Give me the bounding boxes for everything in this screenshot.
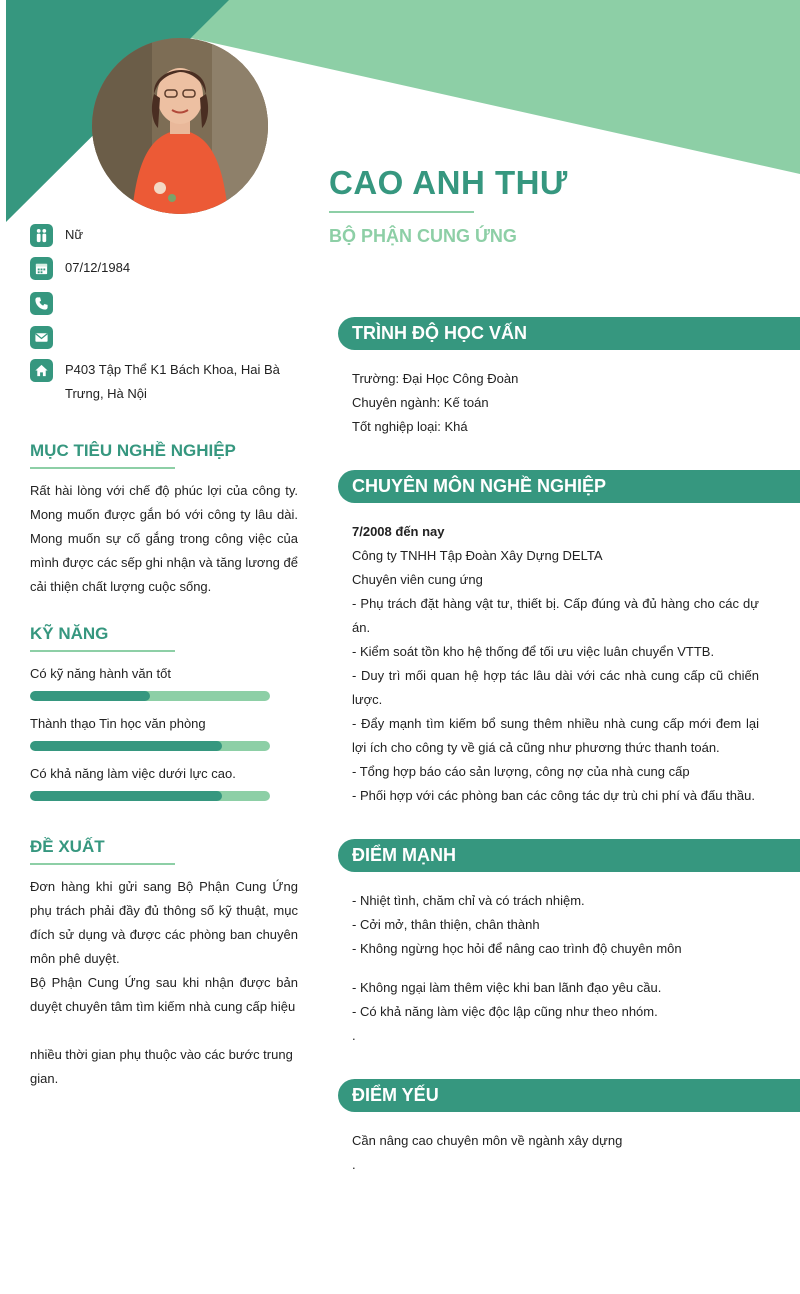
- education-line: Tốt nghiệp loại: Khá: [352, 419, 468, 434]
- skill-label: Có khả năng làm việc dưới lực cao.: [30, 766, 236, 781]
- experience-duty: - Duy trì mối quan hệ hợp tác lâu dài với các nhà cung cấp cũ chiến lược.: [352, 668, 759, 707]
- strength-line: - Nhiệt tình, chăm chỉ và có trách nhiệm.: [352, 893, 585, 908]
- skill-label: Thành thạo Tin học văn phòng: [30, 716, 206, 731]
- skill-bar-fill: [30, 791, 222, 801]
- education-line: Trường: Đại Học Công Đoàn: [352, 371, 519, 386]
- profile-photo: [92, 38, 268, 214]
- experience-duty: - Tổng hợp báo cáo sản lượng, công nợ của nhà cung cấp: [352, 764, 690, 779]
- experience-company: Công ty TNHH Tập Đoàn Xây Dựng DELTA: [352, 548, 603, 563]
- birthdate-value: 07/12/1984: [65, 260, 131, 275]
- calendar-icon: [30, 257, 53, 280]
- education-body: [352, 367, 759, 439]
- proposal-paragraph: Đơn hàng khi gửi sang Bộ Phận Cung Ứng phụ trách phải đầy đủ thông số kỹ thuật, mục đích sử dụng và được các phòng ban chuyên môn phê duyệt.: [30, 879, 298, 966]
- address-value: P403 Tập Thể K1 Bách Khoa, Hai Bà Trưng, Hà Nội: [65, 362, 280, 401]
- skill-label: Có kỹ năng hành văn tốt: [30, 666, 171, 681]
- contact-email: [30, 326, 65, 349]
- experience-duty: - Phụ trách đặt hàng vật tư, thiết bị. Cấp đúng và đủ hàng cho các dự án.: [352, 596, 759, 635]
- skill-bar-fill: [30, 741, 222, 751]
- department-title: BỘ PHẬN CUNG ỨNG: [329, 226, 517, 246]
- skills-heading: KỸ NĂNG: [30, 624, 109, 643]
- contact-gender: [30, 224, 83, 247]
- strengths-body: [352, 889, 759, 1048]
- experience-position: Chuyên viên cung ứng: [352, 572, 483, 587]
- weaknesses-body: [352, 1129, 759, 1177]
- proposal-heading: ĐỀ XUẤT: [30, 837, 105, 856]
- proposal-paragraph: nhiều thời gian phụ thuộc vào các bước trung gian.: [30, 1047, 293, 1086]
- proposal-text: [30, 875, 298, 1091]
- objective-divider: [30, 467, 175, 469]
- experience-body: [352, 520, 759, 808]
- objective-heading: MỤC TIÊU NGHỀ NGHIỆP: [30, 441, 236, 460]
- objective-text: Rất hài lòng với chế độ phúc lợi của công ty. Mong muốn được gắn bó với công ty lâu dài. Mong muốn sự cố gắng trong công việc của mình được các sếp ghi nhận và tăng lương để cải thiện chất lượng cuộc sống.: [30, 483, 298, 594]
- education-line: Chuyên ngành: Kế toán: [352, 395, 489, 410]
- strengths-heading: ĐIỂM MẠNH: [338, 839, 800, 872]
- proposal-divider: [30, 863, 175, 865]
- skill-bar-fill: [30, 691, 150, 701]
- weaknesses-heading: ĐIỂM YẾU: [338, 1079, 800, 1112]
- skill-bar: [30, 741, 270, 751]
- experience-duty: - Đẩy mạnh tìm kiếm bổ sung thêm nhiều nhà cung cấp mới đem lại lợi ích cho công ty về giá cả cũng như phương thức thanh toán.: [352, 716, 759, 755]
- email-icon: [30, 326, 53, 349]
- skill-bar: [30, 691, 270, 701]
- experience-duty: - Kiểm soát tồn kho hệ thống để tối ưu việc luân chuyển VTTB.: [352, 644, 715, 659]
- strength-line: - Không ngừng học hỏi để nâng cao trình độ chuyên môn: [352, 941, 682, 956]
- contact-birthdate: [30, 257, 130, 280]
- experience-heading: CHUYÊN MÔN NGHỀ NGHIỆP: [338, 470, 800, 503]
- gender-icon: [30, 224, 53, 247]
- contact-phone: [30, 292, 65, 315]
- skill-bar: [30, 791, 270, 801]
- strength-line: - Cởi mở, thân thiện, chân thành: [352, 917, 540, 932]
- name-divider: [329, 211, 474, 213]
- experience-duty: - Phối hợp với các phòng ban các công tác dự trù chi phí và đấu thầu.: [352, 788, 755, 803]
- skills-divider: [30, 650, 175, 652]
- proposal-paragraph: Bộ Phận Cung Ứng sau khi nhận được bản duyệt chuyên tâm tìm kiếm nhà cung cấp hiệu: [30, 975, 298, 1014]
- weakness-line: Cần nâng cao chuyên môn về ngành xây dựng: [352, 1133, 623, 1148]
- strength-line: - Không ngại làm thêm việc khi ban lãnh đạo yêu cầu.: [352, 980, 662, 995]
- strength-line: .: [352, 1028, 356, 1043]
- strength-line: - Có khả năng làm việc độc lập cũng như theo nhóm.: [352, 1004, 658, 1019]
- candidate-name: CAO ANH THƯ: [329, 164, 568, 201]
- experience-period: 7/2008 đến nay: [352, 524, 445, 539]
- contact-address: [30, 359, 300, 406]
- phone-icon: [30, 292, 53, 315]
- weakness-line: .: [352, 1157, 356, 1172]
- gender-value: Nữ: [65, 227, 84, 242]
- home-icon: [30, 359, 53, 382]
- education-heading: TRÌNH ĐỘ HỌC VẤN: [338, 317, 800, 350]
